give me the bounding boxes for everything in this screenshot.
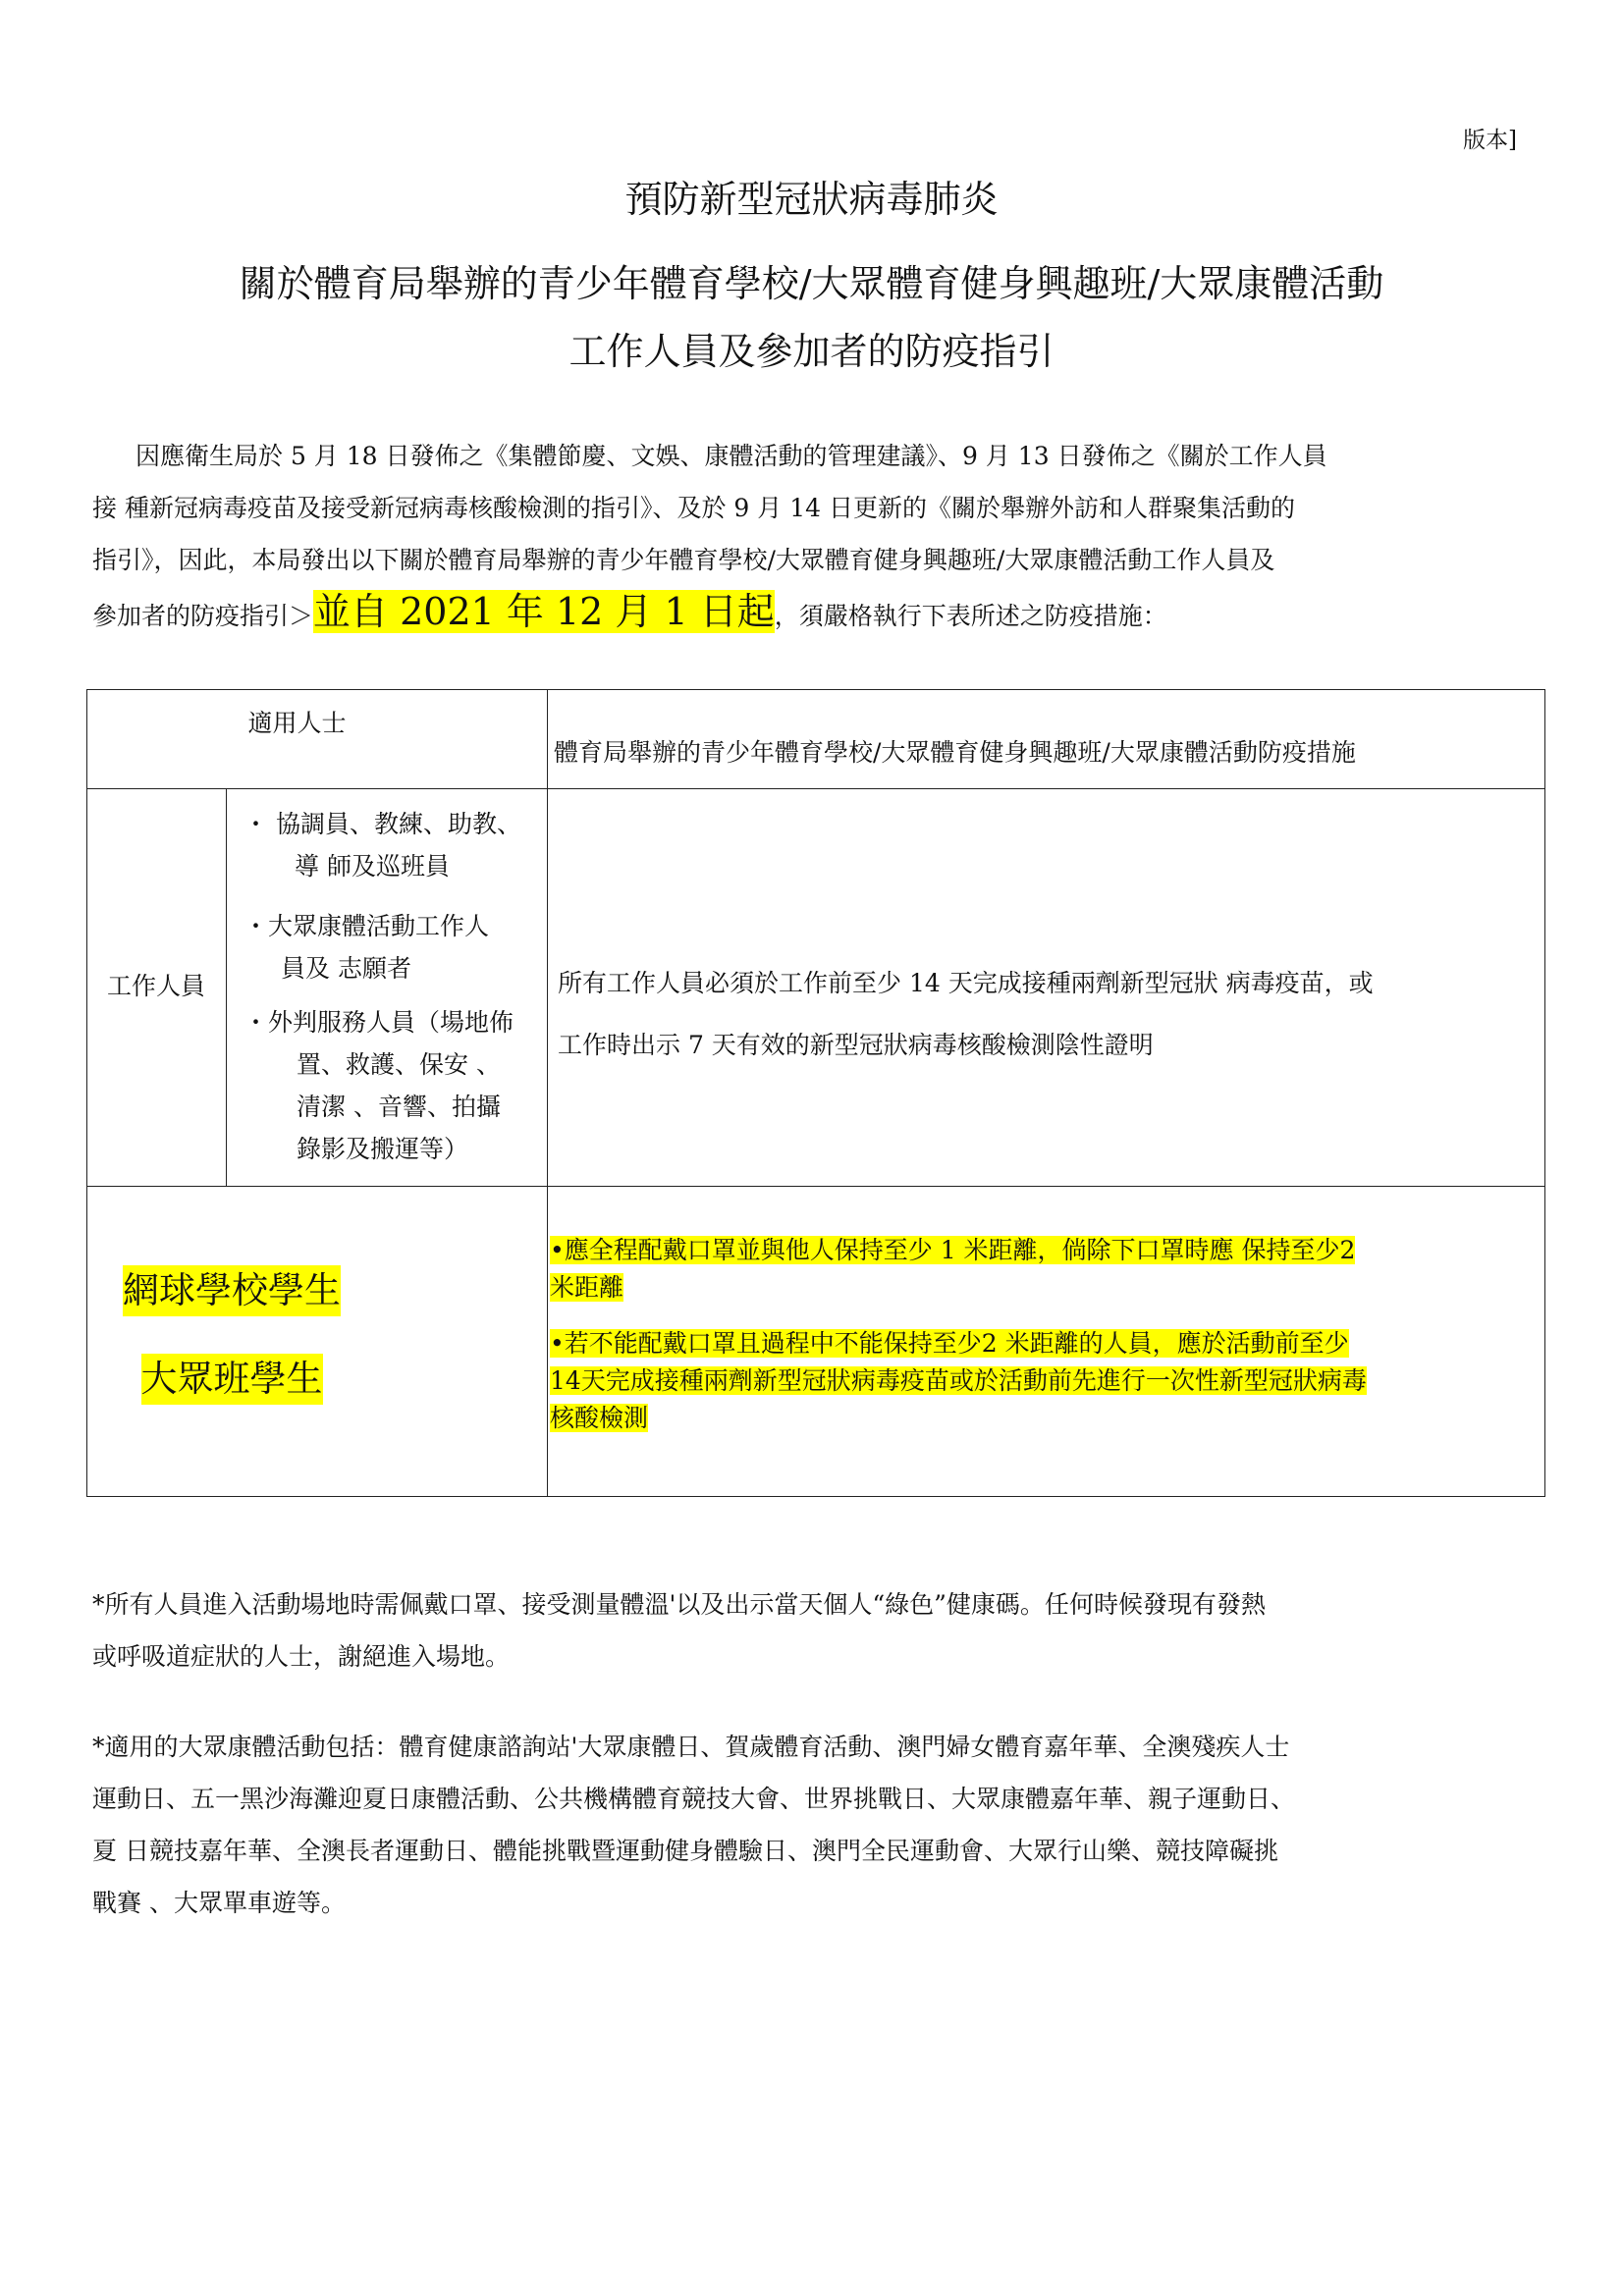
staff-role-line: 員及 志願者 bbox=[281, 954, 411, 983]
staff-role-line: 置、救護、保安 、 bbox=[297, 1050, 501, 1079]
note-line: *所有人員進入活動場地時需佩戴口罩、接受測量體溫'以及出示當天個人“綠色”健康碼。任何時候發現有發熱 bbox=[92, 1590, 1266, 1619]
doc-title-line3: 工作人員及參加者的防疫指引 bbox=[568, 330, 1055, 373]
staff-role-item bbox=[243, 1001, 553, 1170]
staff-role-line: 錄影及搬運等） bbox=[297, 1135, 469, 1163]
student-measure-1 bbox=[550, 1232, 1532, 1307]
staff-role-item bbox=[243, 905, 553, 989]
intro-line: 接 種新冠病毒疫苗及接受新冠病毒核酸檢測的指引》、及於 9 月 14 日更新的《關於舉辦外訪和人群聚集活動的 bbox=[92, 494, 1295, 522]
doc-title-line1: 預防新型冠狀病毒肺炎 bbox=[624, 178, 999, 221]
table-rule bbox=[86, 788, 1545, 789]
student-measure-line: 核酸檢測 bbox=[550, 1404, 649, 1432]
staff-role-item bbox=[243, 803, 553, 887]
note-line: 夏 日競技嘉年華、全澳長者運動日、體能挑戰暨運動健身體驗日、澳門全民運動會、大眾行山樂、競技障礙挑 bbox=[92, 1837, 1278, 1865]
staff-role-line: ・大眾康體活動工作人 bbox=[243, 912, 490, 940]
staff-measure bbox=[558, 952, 1374, 1076]
intro-last-prefix: 參加者的防疫指引＞ bbox=[92, 602, 314, 630]
intro-last-line bbox=[92, 586, 1545, 642]
student-label-public-class: 大眾班學生 bbox=[141, 1354, 323, 1405]
student-measure-line: •應全程配戴口罩並與他人保持至少 1 米距離，倘除下口罩時應 保持至少2 bbox=[550, 1236, 1356, 1264]
staff-role-line: 清潔 、音響、拍攝 bbox=[297, 1093, 501, 1121]
intro-last-suffix: ，須嚴格執行下表所述之防疫措施： bbox=[774, 602, 1167, 630]
student-label-tennis: 網球學校學生 bbox=[123, 1265, 341, 1316]
table-rule bbox=[226, 788, 227, 1186]
note-applicable-activities bbox=[92, 1721, 1545, 1929]
table-rule bbox=[86, 1186, 1545, 1187]
version-tag: 版本] bbox=[1463, 128, 1517, 153]
intro-line: 因應衛生局於 5 月 18 日發佈之《集體節慶、文娛、康體活動的管理建議》、9 月 13 日發佈之《關於工作人員 bbox=[135, 442, 1327, 470]
staff-role-line: 導 師及巡班員 bbox=[295, 852, 450, 881]
table-header-measures: 體育局舉辦的青少年體育學校/大眾體育健身興趣班/大眾康體活動防疫措施 bbox=[554, 738, 1356, 767]
staff-label: 工作人員 bbox=[106, 972, 205, 1000]
intro-paragraph bbox=[92, 430, 1545, 642]
staff-role-line: ・外判服務人員（場地佈 bbox=[243, 1008, 514, 1037]
staff-role-line: ・ 協調員、教練、助教、 bbox=[243, 810, 521, 838]
student-measure-line: 14天完成接種兩劑新型冠狀病毒疫苗或於活動前先進行一次性新型冠狀病毒 bbox=[550, 1366, 1367, 1395]
note-line: 或呼吸道症狀的人士，謝絕進入場地。 bbox=[92, 1642, 511, 1671]
student-measure-line: 米距離 bbox=[550, 1273, 624, 1302]
table-header-applicable-persons: 適用人士 bbox=[247, 709, 347, 737]
note-health-code bbox=[92, 1578, 1545, 1682]
effective-date-highlight: 並自 2021 年 12 月 1 日起 bbox=[313, 590, 775, 633]
note-line: 運動日、五一黑沙海灘迎夏日康體活動、公共機構體育競技大會、世界挑戰日、大眾康體嘉年華、親子運動日、 bbox=[92, 1785, 1296, 1813]
doc-title-line2: 關於體育局舉辦的青少年體育學校/大眾體育健身興趣班/大眾康體活動 bbox=[239, 262, 1384, 305]
student-measure-line: •若不能配戴口罩且過程中不能保持至少2 米距離的人員，應於活動前至少 bbox=[550, 1329, 1349, 1358]
intro-line: 指引》，因此，本局發出以下關於體育局舉辦的青少年體育學校/大眾體育健身興趣班/大眾康體活動工作人員及 bbox=[92, 546, 1275, 574]
staff-measure-line: 工作時出示 7 天有效的新型冠狀病毒核酸檢測陰性證明 bbox=[558, 1031, 1154, 1059]
note-line: 戰賽 、大眾單車遊等。 bbox=[92, 1889, 346, 1917]
student-measure-2 bbox=[550, 1325, 1532, 1437]
student-label bbox=[0, 1247, 463, 1423]
note-line: *適用的大眾康體活動包括：體育健康諮詢站'大眾康體日、賀歲體育活動、澳門婦女體育嘉年華、全澳殘疾人士 bbox=[92, 1733, 1290, 1761]
staff-measure-line: 所有工作人員必須於工作前至少 14 天完成接種兩劑新型冠狀 病毒疫苗，或 bbox=[558, 969, 1374, 997]
